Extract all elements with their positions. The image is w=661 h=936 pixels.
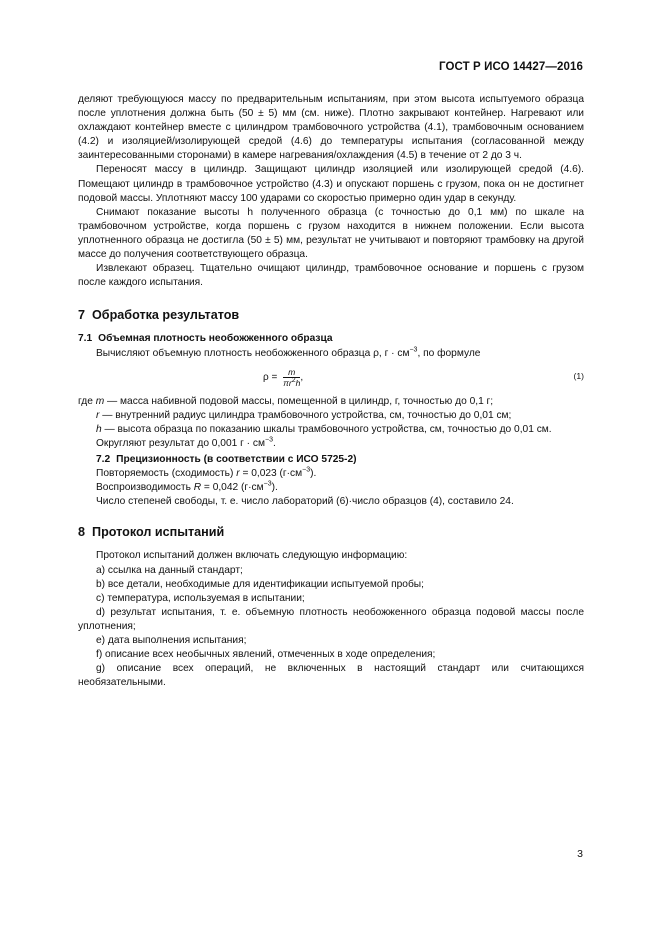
text: Воспроизводимость [96,482,194,494]
formula-denominator [283,378,300,388]
legend-row [78,395,584,409]
formula-numerator: m [283,367,300,378]
text: ). [310,468,317,480]
text: = 0,023 (г·см [239,468,303,480]
den-part: h [295,377,301,388]
protocol-list [78,564,584,691]
section-8-heading [78,525,584,539]
legend-row [78,409,584,423]
text: , по формуле [417,347,481,359]
formula-lhs: ρ = [263,371,278,383]
reproducibility [78,481,584,495]
legend-var: m [95,395,105,407]
paragraph: Снимают показание высоты h полученного образца (с точностью до 0,1 мм) по шкале на трамбовочном устройстве, когда поршень с грузом находится в нижнем положении. Если высота уплотненного образца не достигла (50 ± 5) мм, результат не учитывают и повторяют трамбовку на другой массе до получения соответствующего образца. [78,206,584,261]
subsection-7-2-heading [96,453,584,467]
paragraph: Извлекают образец. Тщательно очищают цилиндр, трамбовочное основание и поршень с грузом после каждого испытания. [78,263,584,289]
degrees-of-freedom: Число степеней свободы, т. е. число лабораторий (6)·число образцов (4), составило 24. [96,496,514,508]
text: ). [271,482,278,494]
exponent: −3 [302,466,311,474]
exponent: −3 [263,480,272,488]
exponent: −3 [265,436,273,444]
section-number: 8 [78,525,86,540]
den-exponent: 2 [291,376,296,384]
list-item: f) описание всех необычных явлений, отмеченных в ходе определения; [96,649,436,661]
rounding-note [78,437,584,451]
section-title: Протокол испытаний [92,525,225,540]
paragraph: Переносят массу в цилиндр. Защищают цилиндр изоляцией или изолирующей средой (4.6). Помещают цилиндр в трамбовочное устройство (4.3) и опускают поршень с грузом, пока он не достигнет подовой массы. Уплотняют массу 100 ударами со скоростью примерно один удар в секунду. [78,164,584,204]
rho-symbol: ρ [373,347,379,359]
text: Повторяемость (сходимость) [96,468,237,480]
text: . [273,437,276,449]
list-item: g) описание всех операций, не включенных в настоящий стандарт или считающихся необязательными. [78,663,584,689]
paragraph: деляют требующуюся массу по предварительным испытаниям, при этом высота испытуемого образца после уплотнения должна быть (50 ± 5) мм (см. ниже). Плотно закрывают контейнер. Нагревают или охлаждают контейнер вместе с цилиндром трамбовочного устройства (4.1), трамбовочным основанием (4.2) и изоляцией/изолирующей средой (4.6) до температуры испытания (согласованной между заинтересованными сторонами) в камере нагревания/охлаждения (4.5) в течение от 2 до 3 ч. [78,94,584,162]
list-item: b) все детали, необходимые для идентификации испытуемой пробы; [96,578,424,590]
formula-1 [78,365,584,393]
den-part: πr [283,377,292,388]
legend-var: h [96,423,102,435]
text: = 0,042 (г·см [201,482,264,494]
legend-row [78,423,584,437]
page-number: 3 [577,848,583,860]
section-number: 7 [78,308,86,323]
exponent: −3 [409,346,418,354]
list-item: е) дата выполнения испытания; [96,635,247,646]
subsection-title: Объемная плотность необожженного образца [98,333,333,345]
formula-tail: , [300,371,304,383]
subsection-7-1-heading [78,332,584,346]
list-item: d) результат испытания, т. е. объемную плотность необожженного образца подовой массы после уплотнения; [78,606,584,632]
repeatability [78,467,584,481]
section-title: Обработка результатов [92,308,240,323]
text: , г · см [378,347,410,359]
equation-number: (1) [573,370,584,381]
formula-expression [263,367,303,388]
legend-var: r [96,409,100,421]
legend-text: — внутренний радиус цилиндра трамбовочного устройства, см, точностью до 0,01 см; [99,409,512,421]
subsection-number: 7.1 [78,333,93,345]
list-item: а) ссылка на данный стандарт; [96,564,243,576]
formula-intro [78,347,584,361]
variable: R [193,482,202,494]
document-body [78,93,584,690]
variable: r [236,468,240,480]
legend-text: — масса набивной подовой массы, помещенной в цилиндр, г, точностью до 0,1 г; [104,395,494,407]
standard-header: ГОСТ Р ИСО 14427—2016 [438,61,583,73]
legend-text: — высота образца по показанию шкалы трамбовочного устройства, см, точностью до 0,01 см. [101,423,552,435]
protocol-intro: Протокол испытаний должен включать следующую информацию: [96,550,408,562]
formula-legend [78,395,584,437]
subsection-number: 7.2 [96,453,111,465]
list-item: с) температура, используемая в испытании; [96,592,305,604]
subsection-title: Прецизионность (в соответствии с ИСО 5725-2) [116,453,357,465]
text: Вычисляют объемную плотность необожженного образца [96,347,374,359]
section-7-heading [78,308,584,322]
text: Округляют результат до 0,001 г · см [96,437,266,449]
legend-prefix: где [78,395,96,407]
formula-fraction [283,367,300,388]
